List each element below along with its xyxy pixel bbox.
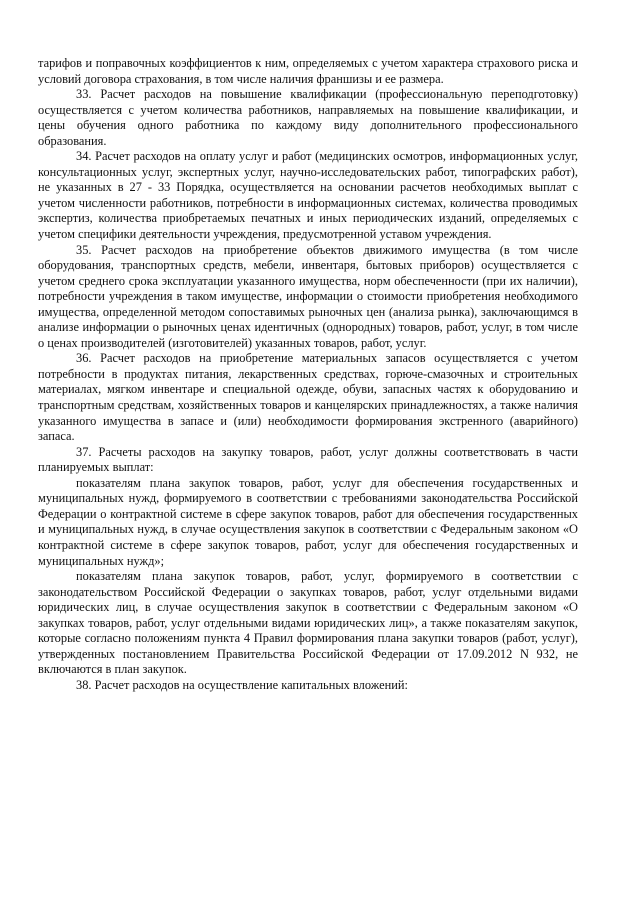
paragraph-32-continuation: тарифов и поправочных коэффициентов к ним, определяемых с учетом характера страхового риска и условий договора страхования, в том числе наличия франшизы и ее размера. [38,56,578,86]
paragraph-38: 38. Расчет расходов на осуществление капитальных вложений: [76,677,408,692]
paragraph-36: 36. Расчет расходов на приобретение материальных запасов осуществляется с учетом потребности в продуктах питания, лекарственных средствах, горюче-смазочных и строительных материалах, мягком инвентаре и специальной одежде, обуви, запасных частях к оборудованию и транспортным средствам, хозяйственных товаров и канцелярских принадлежностях, а также наличия указанного имущества в запасе и (или) необходимости формирования экстренного (аварийного) запаса. [38,351,578,444]
paragraph-37-item-1: показателям плана закупок товаров, работ, услуг для обеспечения государственных и муниципальных нужд, формируемого в соответствии с требованиями законодательства Российской Федерации о контрактной системе в сфере закупок товаров, работ для обеспечения государственных и муниципальных нужд, в случае осуществления закупок в соответствии с Федеральным законом «О контрактной системе в сфере закупок товаров, работ, услуг для обеспечения государственных и муниципальных нужд»; [38,475,578,568]
paragraph-35: 35. Расчет расходов на приобретение объектов движимого имущества (в том числе оборудования, транспортных средств, мебели, инвентаря, бытовых приборов) осуществляется с учетом среднего срока эксплуатации указанного имущества, норм обеспеченности (при их наличии), потребности учреждения в таком имуществе, информации о стоимости приобретения необходимого имущества, определенной методом сопоставимых рыночных цен (анализа рынка), заключающимся в анализе информации о рыночных ценах идентичных (однородных) товаров, работ, услуг, в том числе о ценах производителей (изготовителей) указанных товаров, работ, услуг. [38,242,578,350]
paragraph-37-item-2: показателям плана закупок товаров, работ, услуг, формируемого в соответствии с законодательством Российской Федерации о закупках товаров, работ, услуг отдельными видами юридических лиц, в случае осуществления закупок в соответствии с Федеральным законом «О закупках товаров, работ, услуг отдельными видами юридических лиц», а также показателям закупок, которые согласно положениям пункта 4 Правил формирования плана закупки товаров (работ, услуг), утвержденных постановлением Правительства Российской Федерации от 17.09.2012 N 932, не включаются в план закупок. [38,569,578,677]
paragraph-33: 33. Расчет расходов на повышение квалификации (профессиональную переподготовку) осуществляется с учетом количества работников, направляемых на повышение квалификации, и цены обучения одного работника по каждому виду дополнительного профессионального образования. [38,87,578,148]
paragraph-37: 37. Расчеты расходов на закупку товаров, работ, услуг должны соответствовать в части планируемых выплат: [38,444,578,475]
document-page [38,56,578,693]
paragraph-34: 34. Расчет расходов на оплату услуг и работ (медицинских осмотров, информационных услуг, консультационных услуг, экспертных услуг, научно-исследовательских работ, типографских работ), не указанных в 27 - 33 Порядка, осуществляется на основании расчетов необходимых выплат с учетом численности работников, потребности в информационных системах, количества проводимых экспертиз, количества приобретаемых печатных и иных периодических изданий, определяемых с учетом специфики деятельности учреждения, предусмотренной уставом учреждения. [38,149,578,242]
